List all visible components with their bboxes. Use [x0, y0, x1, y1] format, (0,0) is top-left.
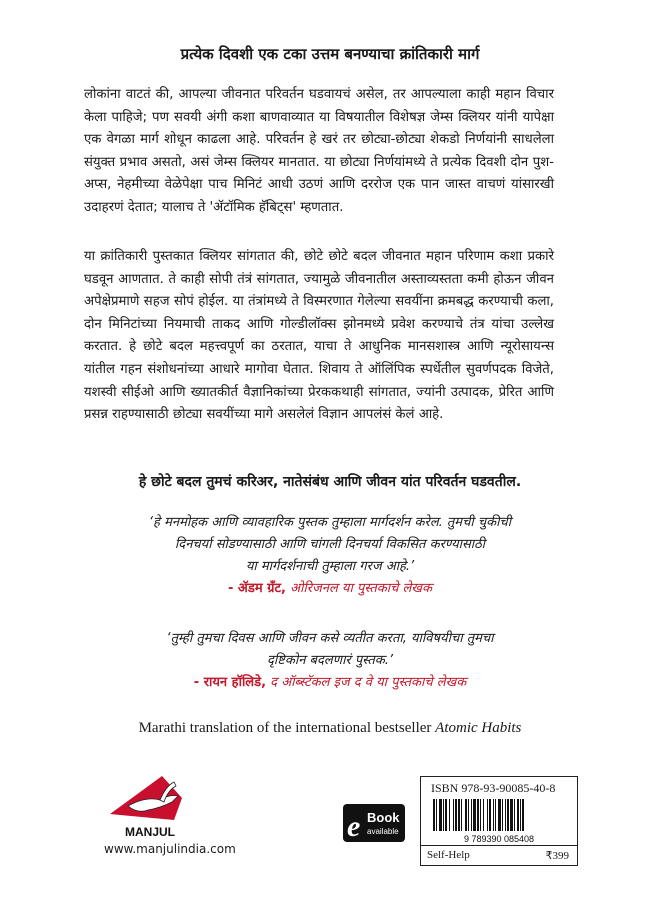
barcode-bar: [461, 799, 462, 831]
isbn-number: ISBN 978-93-90085-40-8: [431, 781, 556, 795]
barcode-bar: [502, 799, 503, 831]
barcode-bar: [433, 799, 435, 831]
barcode-bar: [449, 799, 450, 831]
barcode: [427, 799, 571, 843]
category-price-row: [421, 845, 577, 866]
quote-attribution: [84, 672, 576, 694]
barcode-bar: [458, 799, 460, 831]
quote-author: - ॲडम ग्रँट,: [228, 581, 286, 596]
barcode-bar: [471, 799, 472, 831]
ebook-e-icon: e: [347, 810, 361, 843]
publisher-name: MANJUL: [125, 825, 175, 839]
description-paragraph-2: या क्रांतिकारी पुस्तकात क्लियर सांगतात की, छोटे छोटे बदल जीवनात महान परिणाम कशा प्रकारे घडवून आणतात. ते काही सोपी तंत्रं सांगतात, ज्यामुळे जीवनातील अस्ताव्यस्तता कमी होऊन जीवन अपेक्षेप्रमाणे सहज सोपं होईल. या तंत्रांमध्ये ते विस्मरणात गेलेल्या सवयींना क्रमबद्ध करण्याची कला, दोन मिनिटांच्या नियमाची ताकद आणि गोल्डीलॉक्स झोनमध्ये प्रवेश करण्याचे तंत्र यांचा उल्लेख करतात. हे छोटे बदल महत्त्वपूर्ण का ठरतात, याचा ते आधुनिक मानसशास्त्र आणि न्यूरोसायन्स यांतील गहन संशोधनांच्या आधारे मागोवा घेतात. शिवाय ते ऑलिंपिक स्पर्धेतील सुवर्णपदक विजेते, यशस्वी सीईओ आणि ख्यातकीर्त वैज्ञानिकांच्या प्रेरककथाही सांगतात, ज्यांनी उत्पादक, प्रेरित आणि प्रसन्न राहण्यासाठी छोट्या सवयींच्या मागे असलेलं विज्ञान आपलंसं केलं आहे.: [84, 249, 554, 423]
subheading: हे छोटे बदल तुमचं करिअर, नातेसंबंध आणि जीवन यांत परिवर्तन घडवतील.: [138, 474, 522, 490]
barcode-bar: [445, 799, 447, 831]
ebook-line2: available: [367, 827, 399, 836]
quote-book-title: द ऑब्स्टॅकल इज द वे: [270, 675, 372, 690]
barcode-bar: [477, 799, 479, 831]
translation-note-prefix: Marathi translation of the international bestseller: [138, 720, 436, 736]
quote-author: - रायन हॉलिडे,: [193, 675, 267, 690]
quote-line: दिनचर्या सोडण्यासाठी आणि चांगली दिनचर्या विकसित करण्यासाठी: [174, 537, 486, 552]
barcode-bar: [510, 799, 513, 831]
publisher-logo: [104, 770, 196, 842]
quote-line: ‘हे मनमोहक आणि व्यावहारिक पुस्तक तुम्हाला मार्गदर्शन करेल. तुमची चुकीची: [148, 515, 512, 530]
isbn-box: [420, 776, 578, 866]
barcode-bar: [436, 799, 437, 831]
barcode-bar: [483, 799, 484, 831]
quote-suffix: या पुस्तकाचे लेखक: [341, 581, 432, 596]
barcode-bar: [495, 799, 496, 831]
barcode-bar: [520, 799, 521, 831]
publisher-url: www.manjulindia.com: [104, 842, 236, 856]
barcode-bar: [465, 799, 467, 831]
barcode-bar: [468, 799, 469, 831]
barcode-bar: [473, 799, 476, 831]
price-label: ₹399: [545, 850, 569, 862]
barcode-bar: [522, 799, 524, 831]
barcode-bar: [514, 799, 515, 831]
category-label: Self-Help: [427, 849, 470, 861]
ebook-line1: Book: [367, 810, 400, 825]
endorsement-quote-2: [84, 628, 576, 694]
quote-attribution: [84, 578, 576, 600]
barcode-bar: [489, 799, 491, 831]
barcode-bar: [505, 799, 506, 831]
translation-note-title: Atomic Habits: [435, 720, 522, 736]
quote-line: या मार्गदर्शनाची तुम्हाला गरज आहे.’: [245, 559, 415, 574]
quote-suffix: या पुस्तकाचे लेखक: [376, 675, 467, 690]
translation-note: [0, 720, 660, 737]
barcode-bar: [493, 799, 494, 831]
quote-line: ‘तुम्ही तुमचा दिवस आणि जीवन कसे व्यतीत करता, याविषयीचा तुमचा: [166, 631, 494, 646]
barcode-bar: [439, 799, 442, 831]
barcode-bar: [498, 799, 501, 831]
barcode-bar: [455, 799, 457, 831]
barcode-digits: 9 789390 085408: [463, 834, 535, 843]
barcode-bar: [517, 799, 519, 831]
quote-book-title: ओरिजनल: [290, 581, 338, 596]
back-cover-heading: प्रत्येक दिवशी एक टका उत्तम बनण्याचा क्रांतिकारी मार्ग: [180, 45, 480, 63]
barcode-bar: [453, 799, 454, 831]
barcode-bar: [443, 799, 444, 831]
barcode-bars: [433, 799, 524, 831]
barcode-bar: [487, 799, 488, 831]
description-paragraph-1: लोकांना वाटतं की, आपल्या जीवनात परिवर्तन घडवायचं असेल, तर आपल्याला काही महान विचार केला पाहिजे; पण सवयी अंगी कशा बाणवाव्यात या विषयातील विशेषज्ञ जेम्स क्लियर यांनी यापेक्षा एक वेगळा मार्ग शोधून काढला आहे. परिवर्तन हे खरं तर छोट्या-छोट्या शेकडो निर्णयांनी साधलेला संयुक्त प्रभाव असतो, असं जेम्स क्लियर मानतात. या छोट्या निर्णयांमध्ये ते प्रत्येक दिवशी दोन पुश-अप्स, नेहमीच्या वेळेपेक्षा पाच मिनिटं आधी उठणं आणि दररोज एक पान जास्त वाचणं यांसारखी उदाहरणं देतात; यालाच ते 'ॲटॉमिक हॅबिट्स' म्हणतात.: [84, 87, 554, 215]
barcode-bar: [507, 799, 509, 831]
quote-line: दृष्टिकोन बदलणारं पुस्तक.’: [266, 653, 393, 668]
endorsement-quote-1: [84, 512, 576, 600]
ebook-badge: [343, 800, 405, 846]
barcode-bar: [480, 799, 481, 831]
